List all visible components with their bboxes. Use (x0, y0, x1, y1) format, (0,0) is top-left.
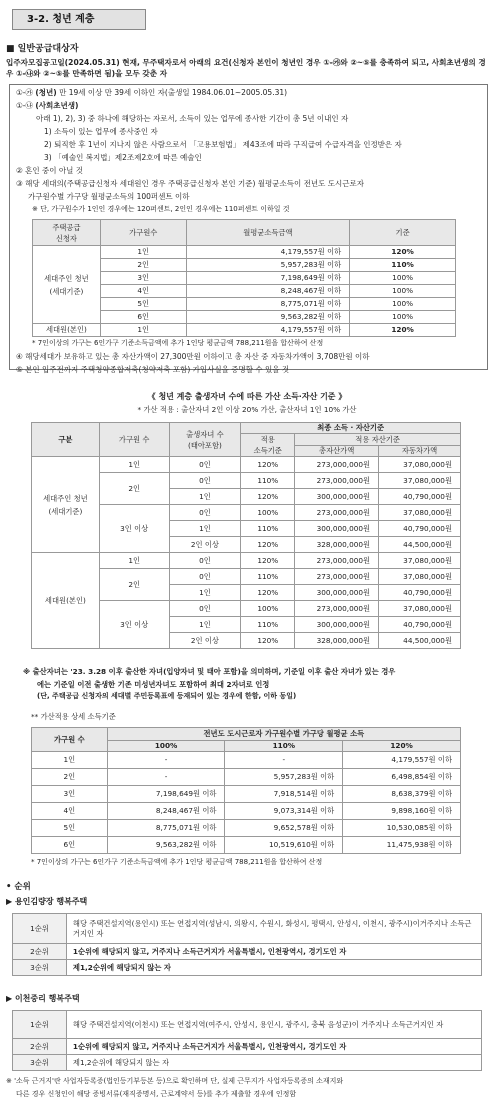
table-cell: 0인 (169, 569, 241, 585)
child-note-line2: 에는 기준일 이전 출생한 기존 미성년자녀도 포함하여 최대 2자녀로 인정 (37, 680, 270, 689)
table-cell: 40,790,000원 (379, 489, 461, 505)
child-header-income: 적용 소득기준 (241, 434, 295, 457)
table-cell: 110% (241, 569, 295, 585)
income-table (32, 219, 456, 337)
table-cell: 2인 (100, 259, 186, 272)
table-cell: 3인 (32, 786, 108, 803)
table-cell: 11,475,938원 이하 (343, 837, 461, 854)
rank-desc: 1순위에 해당되지 않고, 거주지나 소득근거지가 서울특별시, 인천광역시, 경기도인 자 (66, 1039, 481, 1055)
table-cell: 120% (241, 537, 295, 553)
table-cell: 100% (350, 272, 456, 285)
req-1b-sub3: 3) 「예술인 복지법」제2조제2호에 따른 예술인 (44, 153, 202, 162)
req-3-line2: 가구원수별 가구당 월평균소득의 100퍼센트 이하 (28, 192, 190, 201)
table-cell: 37,080,000원 (379, 553, 461, 569)
ranking-title: • 순위 (6, 882, 31, 892)
income-header-applicant: 주택공급 신청자 (33, 220, 101, 246)
table-cell: 100% (241, 505, 295, 521)
section-title: 3-2. 청년 계층 (12, 9, 146, 30)
table-cell: 40,790,000원 (379, 585, 461, 601)
req-1a-label: (청년) (35, 88, 57, 97)
table-cell: 2인 (99, 569, 169, 601)
table-cell: 120% (350, 246, 456, 259)
table-cell: 37,080,000원 (379, 569, 461, 585)
table-cell: 37,080,000원 (379, 473, 461, 489)
req-1b (16, 101, 78, 111)
table-cell: 120% (241, 489, 295, 505)
table-cell: 3인 이상 (99, 601, 169, 649)
child-header-gubun: 구분 (32, 423, 100, 457)
table-cell: 8,638,379원 이하 (343, 786, 461, 803)
table-cell: 100% (350, 285, 456, 298)
table-cell: 10,519,610원 이하 (225, 837, 343, 854)
table-cell: 4인 (100, 285, 186, 298)
general-heading-label: 일반공급대상자 (17, 44, 79, 54)
child-group-head: 세대주인 청년 (세대기준) (32, 457, 100, 553)
table-cell: 40,790,000원 (379, 617, 461, 633)
req-1b-label: (사회초년생) (35, 101, 79, 110)
table-cell: 1인 (169, 585, 241, 601)
table-cell: 6인 (32, 837, 108, 854)
table-cell: 1인 (32, 752, 108, 769)
child-section-subtitle: * 가산 적용 : 출산자녀 2인 이상 20% 가산, 출산자녀 1인 10% 가산 (137, 405, 357, 414)
child-header-top: 최종 소득 · 자산기준 (241, 423, 461, 434)
req-1b-sub2: 2) 퇴직한 후 1년이 지나지 않은 사람으로서 「고용보험법」 제43조에 따라 구직급여 수급자격을 인정받은 자 (44, 140, 402, 149)
child-group-member: 세대원(본인) (32, 553, 100, 649)
child-header-total: 총자산가액 (295, 445, 379, 457)
table-cell: 4,179,557원 이하 (186, 324, 350, 337)
table-cell: 7,918,514원 이하 (225, 786, 343, 803)
req-1b-sub1: 1) 소득이 있는 업무에 종사중인 자 (44, 127, 158, 136)
detail-footnote: * 7인이상의 가구는 6인가구 기준소득금액에 추가 1인당 평균금액 788,211원을 합산하여 산정 (31, 858, 323, 866)
table-cell: 2인 (99, 473, 169, 505)
child-section-title: 《 청년 계층 출생자녀 수에 따른 가산 소득·자산 기준 》 (147, 392, 347, 401)
table-cell: - (107, 769, 225, 786)
table-cell: 9,563,282원 이하 (107, 837, 225, 854)
child-table (31, 422, 461, 649)
income-header-members: 가구원수 (100, 220, 186, 246)
req-2: ② 혼인 중이 아닐 것 (16, 166, 83, 175)
table-cell: 120% (241, 585, 295, 601)
table-cell: 1인 (99, 553, 169, 569)
table-cell: 40,790,000원 (379, 521, 461, 537)
table-cell: 5,957,283원 이하 (225, 769, 343, 786)
table-cell: 110% (241, 617, 295, 633)
table-cell: 120% (241, 553, 295, 569)
table-cell: 1인 (100, 246, 186, 259)
square-bullet-icon: ■ (6, 44, 15, 54)
req-3-line1: ③ 해당 세대의(주택공급신청자 세대원인 경우 주택공급신청자 본인 기준) 월평균소득이 전년도 도시근로자 (16, 179, 364, 188)
detail-header-pct: 100% (107, 741, 225, 752)
table-cell: 8,248,467원 이하 (186, 285, 350, 298)
yongin-rank-table (12, 913, 482, 976)
table-cell: 0인 (169, 457, 241, 473)
table-cell: 300,000,000원 (295, 521, 379, 537)
rank-desc: 제1,2순위에 해당되지 않는 자 (66, 960, 481, 976)
rank-label: 3순위 (13, 960, 67, 976)
rank-desc: 1순위에 해당되지 않고, 거주지나 소득근거지가 서울특별시, 인천광역시, 경기도인 자 (66, 944, 481, 960)
table-cell: - (107, 752, 225, 769)
table-cell: 300,000,000원 (295, 617, 379, 633)
table-cell: 120% (241, 457, 295, 473)
table-cell: 1인 (99, 457, 169, 473)
table-cell: 5,957,283원 이하 (186, 259, 350, 272)
detail-header-pct: 120% (343, 741, 461, 752)
icheon-rank-table (12, 1010, 482, 1071)
table-cell: 1인 (100, 324, 186, 337)
table-cell: 1인 (169, 521, 241, 537)
table-cell: 9,898,160원 이하 (343, 803, 461, 820)
table-cell: 273,000,000원 (295, 457, 379, 473)
child-header-members: 가구원 수 (99, 423, 169, 457)
table-cell: 1인 (169, 489, 241, 505)
table-cell: 37,080,000원 (379, 457, 461, 473)
table-cell: 8,775,071원 이하 (186, 298, 350, 311)
req-1a (16, 88, 287, 98)
rank-label: 1순위 (13, 914, 67, 944)
table-cell: 5인 (100, 298, 186, 311)
detail-header-top: 전년도 도시근로자 가구원수별 가구당 월평균 소득 (107, 728, 460, 741)
table-cell: 110% (241, 521, 295, 537)
child-note-line1: ※ 출산자녀는 '23. 3.28 이후 출산한 자녀(입양자녀 및 태아 포함)을 의미하며, 기준일 이후 출산 자녀가 있는 경우 (23, 667, 396, 676)
child-header-children: 출생자녀 수 (태아포함) (169, 423, 241, 457)
table-cell: 100% (350, 298, 456, 311)
table-cell: 8,248,467원 이하 (107, 803, 225, 820)
table-cell: 273,000,000원 (295, 473, 379, 489)
req-1b-num: ①-㉯ (16, 101, 33, 110)
table-cell: 9,652,578원 이하 (225, 820, 343, 837)
table-cell: 7,198,649원 이하 (107, 786, 225, 803)
rank-label: 2순위 (13, 944, 67, 960)
table-cell: 9,563,282원 이하 (186, 311, 350, 324)
table-cell: 110% (350, 259, 456, 272)
table-cell: 328,000,000원 (295, 537, 379, 553)
table-cell: 100% (350, 311, 456, 324)
rank-label: 1순위 (13, 1011, 67, 1039)
table-cell: 3인 (100, 272, 186, 285)
table-cell: 44,500,000원 (379, 537, 461, 553)
table-cell: 300,000,000원 (295, 489, 379, 505)
table-cell: 4,179,557원 이하 (186, 246, 350, 259)
rank-label: 2순위 (13, 1039, 67, 1055)
table-cell: 2인 (32, 769, 108, 786)
general-intro: 입주자모집공고일(2024.05.31) 현재, 무주택자로서 아래의 요건(신청자 본인이 청년인 경우 ①-㉮와 ②~⑤를 충족하여 되고, 사회초년생의 경우 ①-㉯와 ②~⑤를 만족하면 됨)을 모두 갖춘 자 (6, 58, 486, 78)
req-1b-text: 아래 1), 2), 3) 중 하나에 해당하는 자로서, 소득이 있는 업무에 종사한 기간이 총 5년 이내인 자 (36, 114, 349, 123)
table-cell: 100% (241, 601, 295, 617)
table-cell: 2인 이상 (169, 537, 241, 553)
table-cell: - (225, 752, 343, 769)
income-header-criteria: 기준 (350, 220, 456, 246)
req-4: ④ 해당세대가 보유하고 있는 총 자산가액이 27,300만원 이하이고 총 자산 중 자동차가액이 3,708만원 이하 (16, 352, 370, 361)
table-cell: 273,000,000원 (295, 569, 379, 585)
rank-desc: 해당 주택건설지역(용인시) 또는 연접지역(성남시, 의왕시, 수원시, 화성시, 평택시, 안성시, 이천시, 광주시)이거주지나 소득근거지인 자 (66, 914, 481, 944)
rank-label: 3순위 (13, 1055, 67, 1071)
req-1a-num: ①-㉮ (16, 88, 33, 97)
income-header-amount: 월평균소득금액 (186, 220, 350, 246)
child-note-line3: (단, 주택공급 신청자의 세대별 주민등록표에 등재되어 있는 경우에 한함, 이하 동일) (37, 692, 297, 700)
rank-desc: 제1,2순위에 해당되지 않는 자 (66, 1055, 481, 1071)
table-cell: 5인 (32, 820, 108, 837)
ranking-note-line1: ※ '소득 근거지'란 사업자등록증(법인등기부등본 등)으로 확인하며 단, 실제 근무지가 사업자등록증의 소재지와 (6, 1077, 344, 1085)
table-cell: 9,073,314원 이하 (225, 803, 343, 820)
rank-desc: 해당 주택건설지역(이천시) 또는 연접지역(여주시, 안성시, 용인시, 광주시, 충북 음성군)이 거주지나 소득근거지인 자 (66, 1011, 481, 1039)
table-cell: 4인 (32, 803, 108, 820)
table-cell: 7,198,649원 이하 (186, 272, 350, 285)
table-cell: 3인 이상 (99, 505, 169, 553)
table-cell: 120% (350, 324, 456, 337)
table-cell: 0인 (169, 473, 241, 489)
income-group-head: 세대주인 청년 (세대기준) (33, 246, 101, 324)
detail-caption: ** 가산적용 상세 소득기준 (31, 712, 116, 721)
general-heading (6, 44, 79, 56)
yongin-title: ▶ 용인김량장 행복주택 (6, 897, 88, 906)
table-cell: 37,080,000원 (379, 505, 461, 521)
table-cell: 0인 (169, 553, 241, 569)
table-cell: 2인 이상 (169, 633, 241, 649)
req-footnote: * 7인이상의 가구는 6인가구 기준소득금액에 추가 1인당 평균금액 788,211원을 합산하여 산정 (32, 339, 324, 347)
table-cell: 110% (241, 473, 295, 489)
table-cell: 37,080,000원 (379, 601, 461, 617)
income-group-member: 세대원(본인) (33, 324, 101, 337)
child-header-asset: 적용 자산기준 (295, 434, 461, 446)
req-1a-text: 만 19세 이상 만 39세 이하인 자(출생일 1984.06.01~2005.05.31) (56, 88, 288, 97)
req-3-note: ※ 단, 가구원수가 1인인 경우에는 120퍼센트, 2인인 경우에는 110퍼센트 이하일 것 (32, 205, 290, 213)
table-cell: 273,000,000원 (295, 553, 379, 569)
detail-header-pct: 110% (225, 741, 343, 752)
table-cell: 8,775,071원 이하 (107, 820, 225, 837)
table-cell: 300,000,000원 (295, 585, 379, 601)
table-cell: 1인 (169, 617, 241, 633)
table-cell: 6인 (100, 311, 186, 324)
table-cell: 0인 (169, 601, 241, 617)
table-cell: 328,000,000원 (295, 633, 379, 649)
icheon-title: ▶ 이천중리 행복주택 (6, 994, 80, 1003)
table-cell: 120% (241, 633, 295, 649)
table-cell: 6,498,854원 이하 (343, 769, 461, 786)
detail-header-members: 가구원 수 (32, 728, 108, 752)
table-cell: 273,000,000원 (295, 505, 379, 521)
table-cell: 0인 (169, 505, 241, 521)
table-cell: 44,500,000원 (379, 633, 461, 649)
detail-table (31, 727, 461, 854)
req-5: ⑤ 본인 입주전까지 주택청약종합저축(청약저축 포함) 가입사실을 증명할 수 있을 것 (16, 365, 290, 374)
table-cell: 10,530,085원 이하 (343, 820, 461, 837)
child-header-car: 자동차가액 (379, 445, 461, 457)
table-cell: 4,179,557원 이하 (343, 752, 461, 769)
requirements-box (9, 84, 488, 374)
table-cell: 273,000,000원 (295, 601, 379, 617)
ranking-note-line2: 다른 경우 신청인이 해당 증빙서류(재직증명서, 근로계약서 등)를 추가 제출할 경우에 인정함 (16, 1090, 297, 1098)
